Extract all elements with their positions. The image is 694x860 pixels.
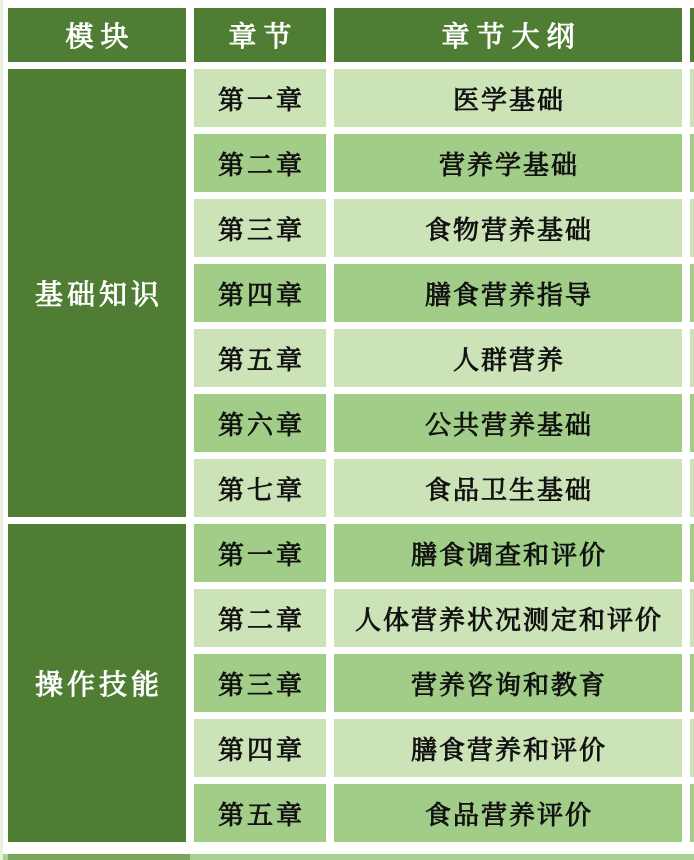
cropped-cell-sliver <box>690 589 694 647</box>
outline-cell: 营养学基础 <box>334 134 682 192</box>
module-cell-basic-knowledge: 基础知识 <box>8 69 186 517</box>
cropped-cell-sliver <box>690 199 694 257</box>
outline-cell: 膳食营养和评价 <box>334 719 682 777</box>
chapter-cell: 第五章 <box>194 784 326 842</box>
outline-cell: 营养咨询和教育 <box>334 654 682 712</box>
outline-cell: 食品卫生基础 <box>334 459 682 517</box>
cropped-cell-sliver <box>690 329 694 387</box>
cropped-cell-sliver <box>690 8 694 62</box>
cropped-cell-sliver <box>690 69 694 127</box>
curriculum-table <box>8 8 694 842</box>
chapter-cell: 第二章 <box>194 589 326 647</box>
header-cell-outline: 章节大纲 <box>334 8 682 62</box>
outline-cell: 食品营养评价 <box>334 784 682 842</box>
chapter-cell: 第四章 <box>194 719 326 777</box>
bottom-edge-strip <box>3 854 694 860</box>
cropped-cell-sliver <box>690 784 694 842</box>
outline-cell: 人体营养状况测定和评价 <box>334 589 682 647</box>
header-cell-chapter: 章节 <box>194 8 326 62</box>
outline-cell: 膳食营养指导 <box>334 264 682 322</box>
outline-cell: 医学基础 <box>334 69 682 127</box>
outline-cell: 公共营养基础 <box>334 394 682 452</box>
chapter-cell: 第四章 <box>194 264 326 322</box>
chapter-cell: 第六章 <box>194 394 326 452</box>
chapter-cell: 第二章 <box>194 134 326 192</box>
header-cell-module: 模块 <box>8 8 186 62</box>
cropped-cell-sliver <box>690 394 694 452</box>
cropped-cell-sliver <box>690 134 694 192</box>
outline-cell: 膳食调查和评价 <box>334 524 682 582</box>
chapter-cell: 第七章 <box>194 459 326 517</box>
bottom-edge-strip-dark-segment <box>8 854 190 860</box>
chapter-cell: 第一章 <box>194 524 326 582</box>
cropped-cell-sliver <box>690 524 694 582</box>
left-edge-strip <box>0 0 3 860</box>
chapter-cell: 第一章 <box>194 69 326 127</box>
module-cell-operation-skills: 操作技能 <box>8 524 186 842</box>
outline-cell: 食物营养基础 <box>334 199 682 257</box>
cropped-cell-sliver <box>690 459 694 517</box>
chapter-cell: 第五章 <box>194 329 326 387</box>
chapter-cell: 第三章 <box>194 654 326 712</box>
cropped-cell-sliver <box>690 264 694 322</box>
cropped-cell-sliver <box>690 719 694 777</box>
chapter-cell: 第三章 <box>194 199 326 257</box>
cropped-cell-sliver <box>690 654 694 712</box>
outline-cell: 人群营养 <box>334 329 682 387</box>
